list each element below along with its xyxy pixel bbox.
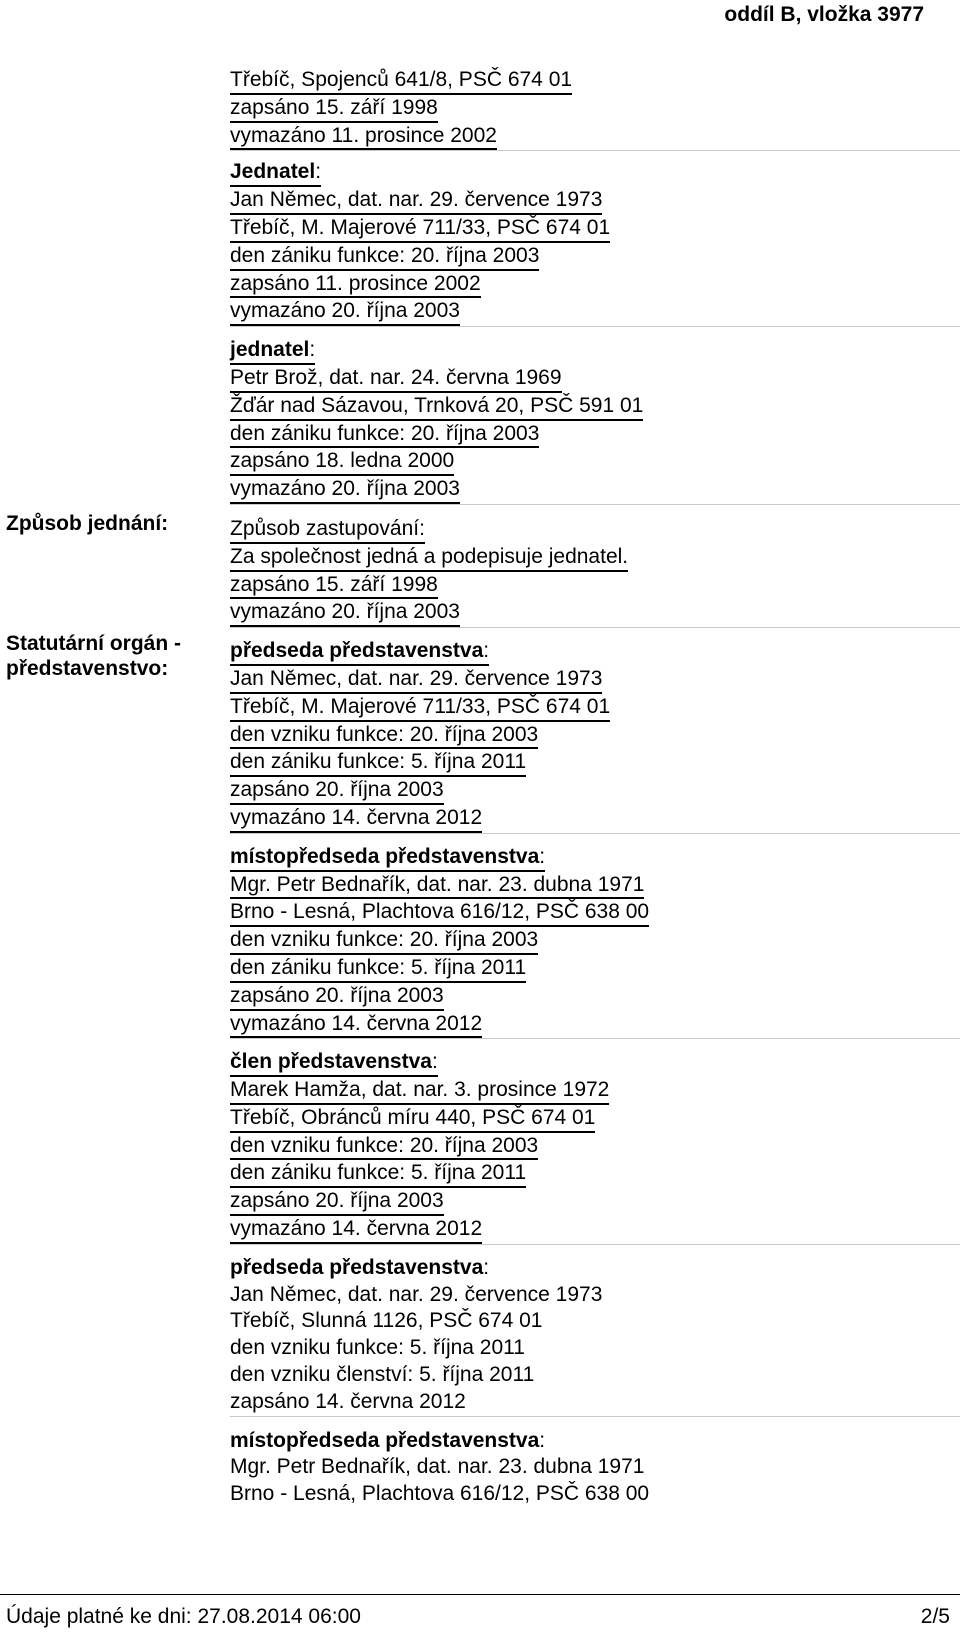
entry-line-text: zapsáno 11. prosince 2002 (230, 272, 481, 299)
entry-heading-text: Způsob zastupování (230, 516, 420, 540)
entry-heading: místopředseda představenstva: (230, 1428, 960, 1455)
label-statutarni-organ-line1: Statutární orgán - (6, 632, 182, 655)
entry-line (230, 722, 960, 750)
entry-line-text: Jan Němec, dat. nar. 29. července 1973 (230, 1282, 603, 1306)
entry-line (230, 123, 960, 151)
entry-heading-text: Jednatel (230, 160, 316, 184)
entry-line-text: den zániku funkce: 5. října 2011 (230, 956, 526, 983)
entry-line-text: Třebíč, M. Majerové 711/33, PSČ 674 01 (230, 695, 610, 722)
entry-heading-text: předseda představenstva (230, 639, 484, 663)
entry-line (230, 365, 960, 393)
entry-line (230, 983, 960, 1011)
entry-line (230, 1011, 960, 1039)
entry-line-text: Třebíč, Obránců míru 440, PSČ 674 01 (230, 1106, 595, 1133)
entry-line (230, 927, 960, 955)
footer-validity: Údaje platné ke dni: 27.08.2014 06:00 (6, 1605, 361, 1628)
entry-line (230, 1481, 960, 1508)
register-entry (230, 1416, 960, 1508)
entry-line-text: den zániku funkce: 20. října 2003 (230, 422, 539, 449)
entry-line (230, 393, 960, 421)
entry-line-text: den vzniku členství: 5. října 2011 (230, 1363, 535, 1387)
entry-line (230, 1077, 960, 1105)
entry-heading-text: jednatel (230, 338, 310, 362)
page-header: oddíl B, vložka 3977 (724, 3, 924, 26)
entry-heading-text: předseda představenstva (230, 1255, 484, 1279)
entry-line-text: vymazáno 14. června 2012 (230, 806, 482, 833)
entry-heading-text: místopředseda představenstva (230, 1428, 540, 1452)
entry-line (230, 1105, 960, 1133)
entry-line-text: Jan Němec, dat. nar. 29. července 1973 (230, 667, 602, 694)
entry-line (230, 1282, 960, 1309)
register-entry (230, 504, 960, 627)
register-entry (230, 1038, 960, 1244)
entry-heading: místopředseda představenstva: (230, 844, 960, 872)
entry-line (230, 1188, 960, 1216)
register-entry (230, 833, 960, 1039)
entry-line-text: Brno - Lesná, Plachtova 616/12, PSČ 638 00 (230, 900, 649, 927)
page-footer (0, 1594, 960, 1636)
register-entry (230, 150, 960, 326)
register-entry (230, 1244, 960, 1416)
entry-line-text: zapsáno 15. září 1998 (230, 573, 438, 600)
register-entry (230, 627, 960, 833)
label-zpusob-jednani: Způsob jednání: (6, 512, 169, 535)
entry-line-text: Třebíč, M. Majerové 711/33, PSČ 674 01 (230, 216, 610, 243)
label-statutarni-organ (6, 631, 221, 681)
entry-line (230, 1362, 960, 1389)
entry-line-text: Petr Brož, dat. nar. 24. června 1969 (230, 366, 562, 393)
entry-line-text: den zániku funkce: 20. října 2003 (230, 244, 539, 271)
entry-line (230, 243, 960, 271)
entry-line-text: zapsáno 18. ledna 2000 (230, 449, 454, 476)
entry-line-text: zapsáno 14. června 2012 (230, 1389, 466, 1413)
entry-line-text: vymazáno 20. října 2003 (230, 299, 460, 326)
entry-line (230, 872, 960, 900)
entry-heading: předseda představenstva: (230, 1255, 960, 1282)
entry-line (230, 955, 960, 983)
entry-line-text: Marek Hamža, dat. nar. 3. prosince 1972 (230, 1078, 609, 1105)
entry-line (230, 215, 960, 243)
entry-line-text: zapsáno 20. října 2003 (230, 984, 444, 1011)
entry-line-text: Třebíč, Slunná 1126, PSČ 674 01 (230, 1309, 543, 1333)
footer-page-number: 2/5 (920, 1605, 950, 1628)
entry-heading: Jednatel: (230, 159, 960, 187)
entry-line (230, 95, 960, 123)
entry-line (230, 666, 960, 694)
entry-line (230, 476, 960, 504)
entry-line (230, 777, 960, 805)
entry-line (230, 448, 960, 476)
entry-heading: předseda představenstva: (230, 638, 960, 666)
entry-line (230, 1389, 960, 1416)
entry-line (230, 544, 960, 572)
entry-line-text: vymazáno 14. června 2012 (230, 1217, 482, 1244)
entry-heading-text: člen představenstva (230, 1050, 432, 1074)
label-statutarni-organ-line2: představenstvo: (6, 657, 169, 680)
entry-heading-text: místopředseda představenstva (230, 844, 540, 868)
entry-line-text: Jan Němec, dat. nar. 29. července 1973 (230, 188, 602, 215)
entry-line-text: vymazáno 14. června 2012 (230, 1012, 482, 1039)
entry-line-text: den vzniku funkce: 5. října 2011 (230, 1336, 525, 1360)
entry-line-text: Mgr. Petr Bednařík, dat. nar. 23. dubna 1971 (230, 1455, 645, 1479)
entry-line-text: Za společnost jedná a podepisuje jednatel. (230, 545, 628, 572)
entry-line (230, 899, 960, 927)
entry-line (230, 1160, 960, 1188)
entry-line-text: vymazáno 20. října 2003 (230, 477, 460, 504)
entry-line (230, 1335, 960, 1362)
entry-line (230, 1216, 960, 1244)
entry-line (230, 1133, 960, 1161)
entry-line-text: Brno - Lesná, Plachtova 616/12, PSČ 638 00 (230, 1482, 650, 1506)
entry-line (230, 599, 960, 627)
entry-heading: Způsob zastupování: (230, 516, 960, 544)
entry-line-text: den vzniku funkce: 20. října 2003 (230, 723, 538, 750)
entry-line-text: Třebíč, Spojenců 641/8, PSČ 674 01 (230, 68, 572, 95)
register-entry (230, 67, 960, 150)
entry-line (230, 805, 960, 833)
entry-line (230, 298, 960, 326)
entry-line-text: zapsáno 20. října 2003 (230, 1189, 444, 1216)
entry-line (230, 271, 960, 299)
entry-line-text: den vzniku funkce: 20. října 2003 (230, 928, 538, 955)
entry-line (230, 421, 960, 449)
entry-line-text: vymazáno 20. října 2003 (230, 600, 460, 627)
entry-line (230, 187, 960, 215)
entry-line-text: zapsáno 15. září 1998 (230, 96, 438, 123)
entry-line-text: den vzniku funkce: 20. října 2003 (230, 1134, 538, 1161)
register-entry (230, 326, 960, 504)
entry-line-text: den zániku funkce: 5. října 2011 (230, 1161, 526, 1188)
entry-line-text: den zániku funkce: 5. října 2011 (230, 750, 526, 777)
entry-line-text: Žďár nad Sázavou, Trnková 20, PSČ 591 01 (230, 394, 643, 421)
entry-heading: člen představenstva: (230, 1049, 960, 1077)
entry-line (230, 694, 960, 722)
entry-line (230, 1454, 960, 1481)
entry-line (230, 749, 960, 777)
entry-heading: jednatel: (230, 337, 960, 365)
entry-line-text: Mgr. Petr Bednařík, dat. nar. 23. dubna 1971 (230, 873, 644, 900)
entry-line (230, 1308, 960, 1335)
entry-line-text: vymazáno 11. prosince 2002 (230, 124, 497, 151)
entry-line (230, 572, 960, 600)
register-content (230, 67, 960, 1508)
entry-line (230, 67, 960, 95)
entry-line-text: zapsáno 20. října 2003 (230, 778, 444, 805)
